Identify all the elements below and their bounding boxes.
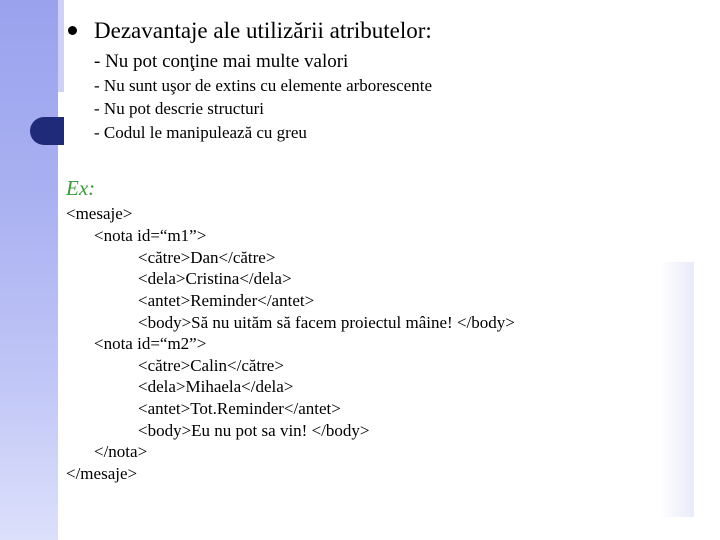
code-line-10: <antet>Tot.Reminder</antet> (138, 399, 341, 418)
code-line-5: <antet>Reminder</antet> (138, 291, 315, 310)
code-line-8: <către>Calin</către> (138, 356, 284, 375)
code-line-2: <nota id=“m1”> (94, 226, 207, 245)
code-line-1: <mesaje> (66, 204, 133, 223)
code-line-9: <dela>Mihaela</dela> (138, 377, 294, 396)
code-line-13: </mesaje> (66, 464, 138, 483)
slide-heading: Dezavantaje ale utilizării atributelor: (94, 18, 432, 43)
sub-item-1: - Nu pot conţine mai multe valori (94, 51, 349, 72)
decorative-right-shadow (660, 262, 694, 517)
code-line-11: <body>Eu nu pot sa vin! </body> (138, 421, 370, 440)
example-label: Ex: (66, 176, 96, 200)
code-line-4: <dela>Cristina</dela> (138, 269, 292, 288)
sub-item-4: - Codul le manipulează cu greu (94, 123, 307, 142)
decorative-left-stripe (0, 0, 58, 540)
code-line-3: <către>Dan</către> (138, 248, 276, 267)
sub-item-3: - Nu pot descrie structuri (94, 99, 264, 118)
sub-item-2: - Nu sunt uşor de extins cu elemente arborescente (94, 76, 432, 95)
bullet-dot-icon (68, 26, 77, 35)
code-line-7: <nota id=“m2”> (94, 334, 207, 353)
code-line-12: </nota> (94, 442, 148, 461)
code-line-6: <body>Să nu uităm să facem proiectul mâine! </body> (138, 313, 515, 332)
